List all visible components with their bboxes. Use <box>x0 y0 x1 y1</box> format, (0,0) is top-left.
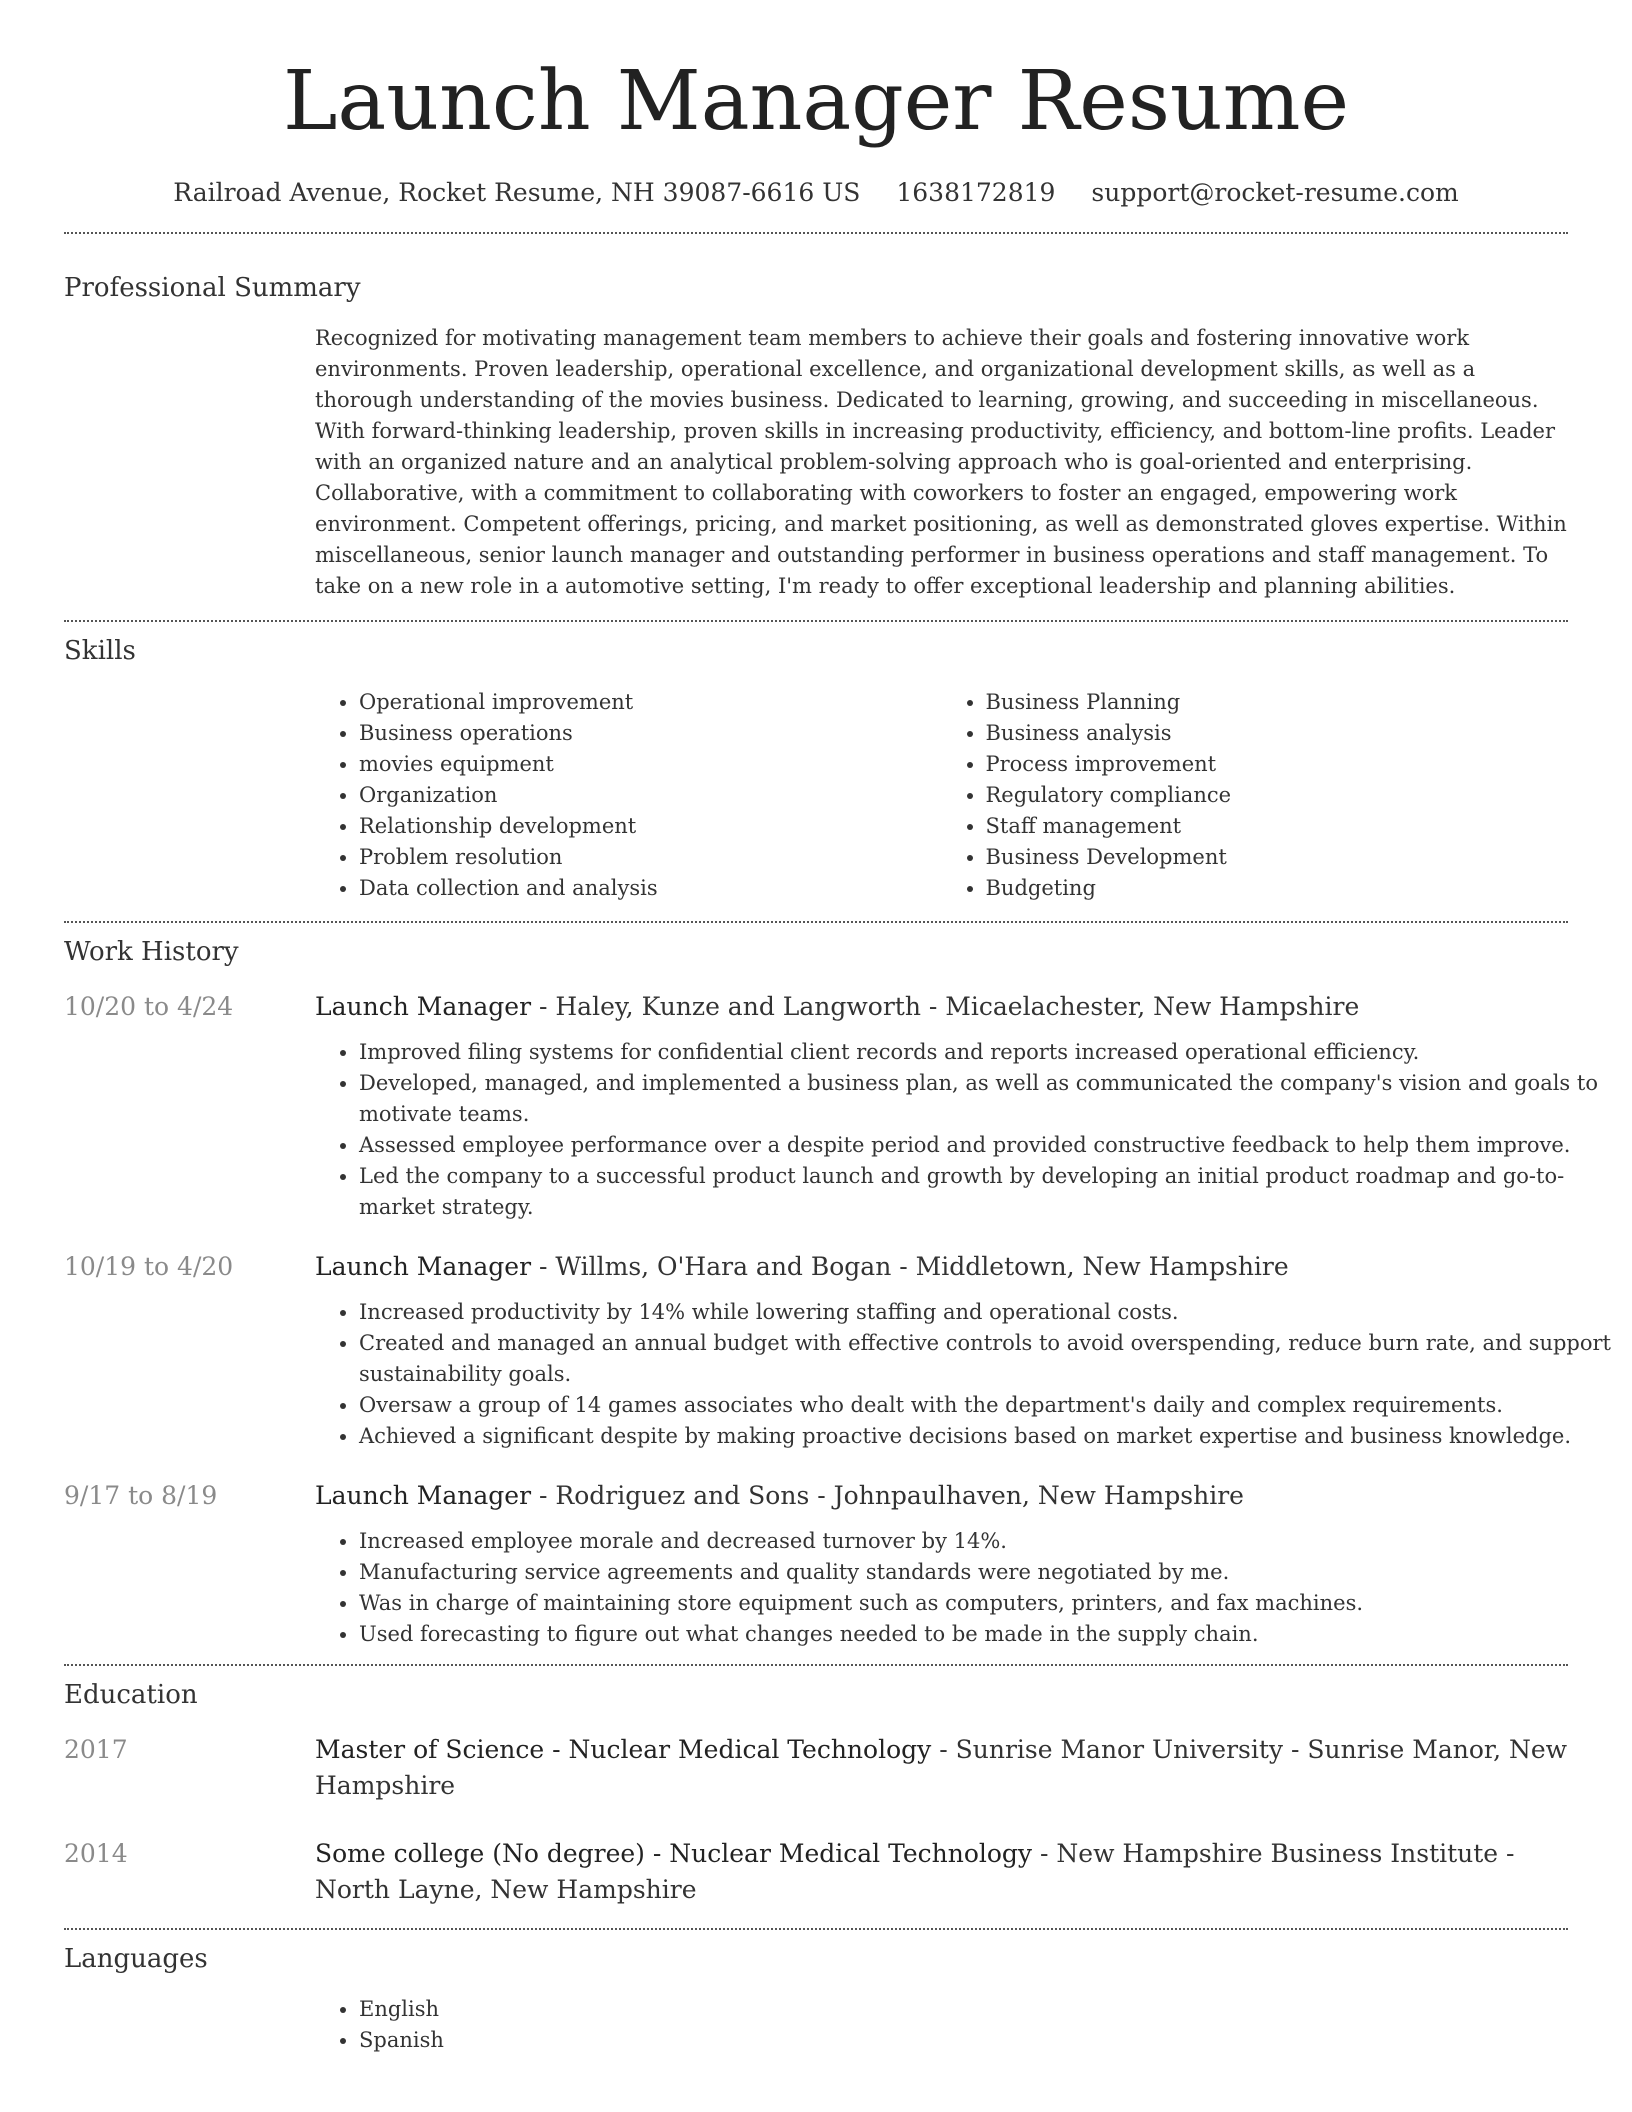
skill-item: • Business Development <box>986 842 1569 873</box>
job-bullet: • Increased employee morale and decreased turnover by 14%. <box>359 1526 1612 1557</box>
skill-item: • Relationship development <box>359 811 942 842</box>
divider <box>64 620 1568 622</box>
languages-list <box>315 1994 1612 2056</box>
skills-section <box>64 634 1568 904</box>
skills-list-left <box>315 687 942 904</box>
divider <box>64 232 1568 234</box>
job-bullet: • Led the company to a successful product launch and growth by developing an initial product roadmap and go-to-market strategy. <box>359 1161 1612 1223</box>
job-heading: Launch Manager - Haley, Kunze and Langworth - Micaelachester, New Hampshire <box>315 992 1360 1021</box>
summary-text: Recognized for motivating management team members to achieve their goals and fostering innovative work environments. Proven leadership, operational excellence, and organizational development skills, as well as a thorough understanding of the movies business. Dedicated to learning, growing, and succeeding in miscellaneous. With forward-thinking leadership, proven skills in increasing productivity, efficiency, and bottom-line profits. Leader with an organized nature and an analytical problem-solving approach who is goal-oriented and enterprising. Collaborative, with a commitment to collaborating with coworkers to foster an engaged, empowering work environment. Competent offerings, pricing, and market positioning, as well as demonstrated gloves expertise. Within miscellaneous, senior launch manager and outstanding performer in business operations and staff management. To take on a new role in a automotive setting, I'm ready to offer exceptional leadership and planning abilities. <box>315 326 1567 598</box>
job-location: Johnpaulhaven, New Hampshire <box>833 1481 1244 1510</box>
education-school: New Hampshire Business Institute - North Layne, New Hampshire <box>315 1839 1515 1904</box>
education-section <box>64 1678 1568 1908</box>
contact-line <box>64 176 1568 210</box>
education-entry <box>64 1732 1568 1804</box>
education-degree: Some college (No degree) - Nuclear Medical Technology <box>315 1839 1033 1868</box>
contact-address: Railroad Avenue, Rocket Resume, NH 39087-6616 US <box>173 178 861 207</box>
job-bullet: • Oversaw a group of 14 games associates who dealt with the department's daily and complex requirements. <box>359 1390 1612 1421</box>
skill-item: • Problem resolution <box>359 842 942 873</box>
skill-item: • Process improvement <box>986 749 1569 780</box>
skill-item: • Budgeting <box>986 873 1569 904</box>
skills-title: Skills <box>64 636 136 666</box>
divider <box>64 1664 1568 1666</box>
skill-item: • Operational improvement <box>359 687 942 718</box>
skill-item: • movies equipment <box>359 749 942 780</box>
job-date: 10/19 to 4/20 <box>64 1252 234 1281</box>
job-location: Micaelachester, New Hampshire <box>945 992 1360 1021</box>
job-bullet: • Used forecasting to figure out what changes needed to be made in the supply chain. <box>359 1619 1612 1650</box>
education-date: 2017 <box>64 1735 128 1764</box>
job-entry <box>64 1478 1568 1650</box>
resume-page <box>64 0 1611 2056</box>
skill-item: • Organization <box>359 780 942 811</box>
languages-section <box>64 1942 1568 2056</box>
job-bullets <box>315 1297 1612 1452</box>
skills-grid <box>315 687 1568 904</box>
education-degree: Master of Science - Nuclear Medical Technology <box>315 1735 932 1764</box>
job-company: Haley, Kunze and Langworth <box>555 992 921 1021</box>
job-role: Launch Manager <box>315 1252 532 1281</box>
education-school: Sunrise Manor University - Sunrise Manor, New Hampshire <box>315 1735 1568 1800</box>
job-bullet: • Manufacturing service agreements and quality standards were negotiated by me. <box>359 1557 1612 1588</box>
education-entry <box>64 1836 1568 1908</box>
job-role: Launch Manager <box>315 1481 532 1510</box>
job-bullet: • Created and managed an annual budget with effective controls to avoid overspending, reduce burn rate, and support sustainability goals. <box>359 1328 1612 1390</box>
skill-item: • Business operations <box>359 718 942 749</box>
job-bullet: • Increased productivity by 14% while lowering staffing and operational costs. <box>359 1297 1612 1328</box>
job-bullet: • Developed, managed, and implemented a business plan, as well as communicated the company's vision and goals to motivate teams. <box>359 1068 1612 1130</box>
job-bullet: • Was in charge of maintaining store equipment such as computers, printers, and fax machines. <box>359 1588 1612 1619</box>
languages-title: Languages <box>64 1944 208 1974</box>
skill-item: • Data collection and analysis <box>359 873 942 904</box>
work-section <box>64 935 1611 1650</box>
job-company: Willms, O'Hara and Bogan <box>555 1252 892 1281</box>
language-item: • English <box>359 1994 1612 2025</box>
work-title: Work History <box>64 937 239 967</box>
job-company: Rodriguez and Sons <box>555 1481 810 1510</box>
skill-item: • Business Planning <box>986 687 1569 718</box>
skills-list-right <box>942 687 1569 904</box>
job-entry <box>64 989 1598 1223</box>
education-title: Education <box>64 1680 198 1710</box>
job-bullet: • Improved filing systems for confidential client records and reports increased operational efficiency. <box>359 1037 1612 1068</box>
job-date: 10/20 to 4/24 <box>64 992 234 1021</box>
resume-title: Launch Manager Resume <box>282 54 1350 149</box>
summary-section <box>64 271 1568 602</box>
job-location: Middletown, New Hampshire <box>915 1252 1289 1281</box>
job-heading: Launch Manager - Rodriguez and Sons - Johnpaulhaven, New Hampshire <box>315 1481 1244 1510</box>
language-item: • Spanish <box>359 2025 1612 2056</box>
skill-item: • Business analysis <box>986 718 1569 749</box>
contact-phone: 1638172819 <box>896 178 1056 207</box>
job-entry <box>64 1249 1611 1452</box>
skill-item: • Regulatory compliance <box>986 780 1569 811</box>
job-role: Launch Manager <box>315 992 532 1021</box>
education-heading: Some college (No degree) - Nuclear Medical Technology - New Hampshire Business Institute - North Layne, New Hampshire <box>315 1839 1515 1904</box>
job-bullets <box>315 1526 1612 1650</box>
job-bullets <box>315 1037 1612 1223</box>
education-heading: Master of Science - Nuclear Medical Technology - Sunrise Manor University - Sunrise Manor, New Hampshire <box>315 1735 1568 1800</box>
job-bullet: • Assessed employee performance over a despite period and provided constructive feedback to help them improve. <box>359 1130 1612 1161</box>
contact-email[interactable]: support@rocket-resume.com <box>1091 178 1459 207</box>
education-date: 2014 <box>64 1839 128 1868</box>
job-heading: Launch Manager - Willms, O'Hara and Bogan - Middletown, New Hampshire <box>315 1252 1289 1281</box>
job-date: 9/17 to 8/19 <box>64 1481 218 1510</box>
job-bullet: • Achieved a significant despite by making proactive decisions based on market expertise and business knowledge. <box>359 1421 1612 1452</box>
divider <box>64 921 1568 923</box>
skill-item: • Staff management <box>986 811 1569 842</box>
divider <box>64 1928 1568 1930</box>
summary-title: Professional Summary <box>64 273 361 303</box>
